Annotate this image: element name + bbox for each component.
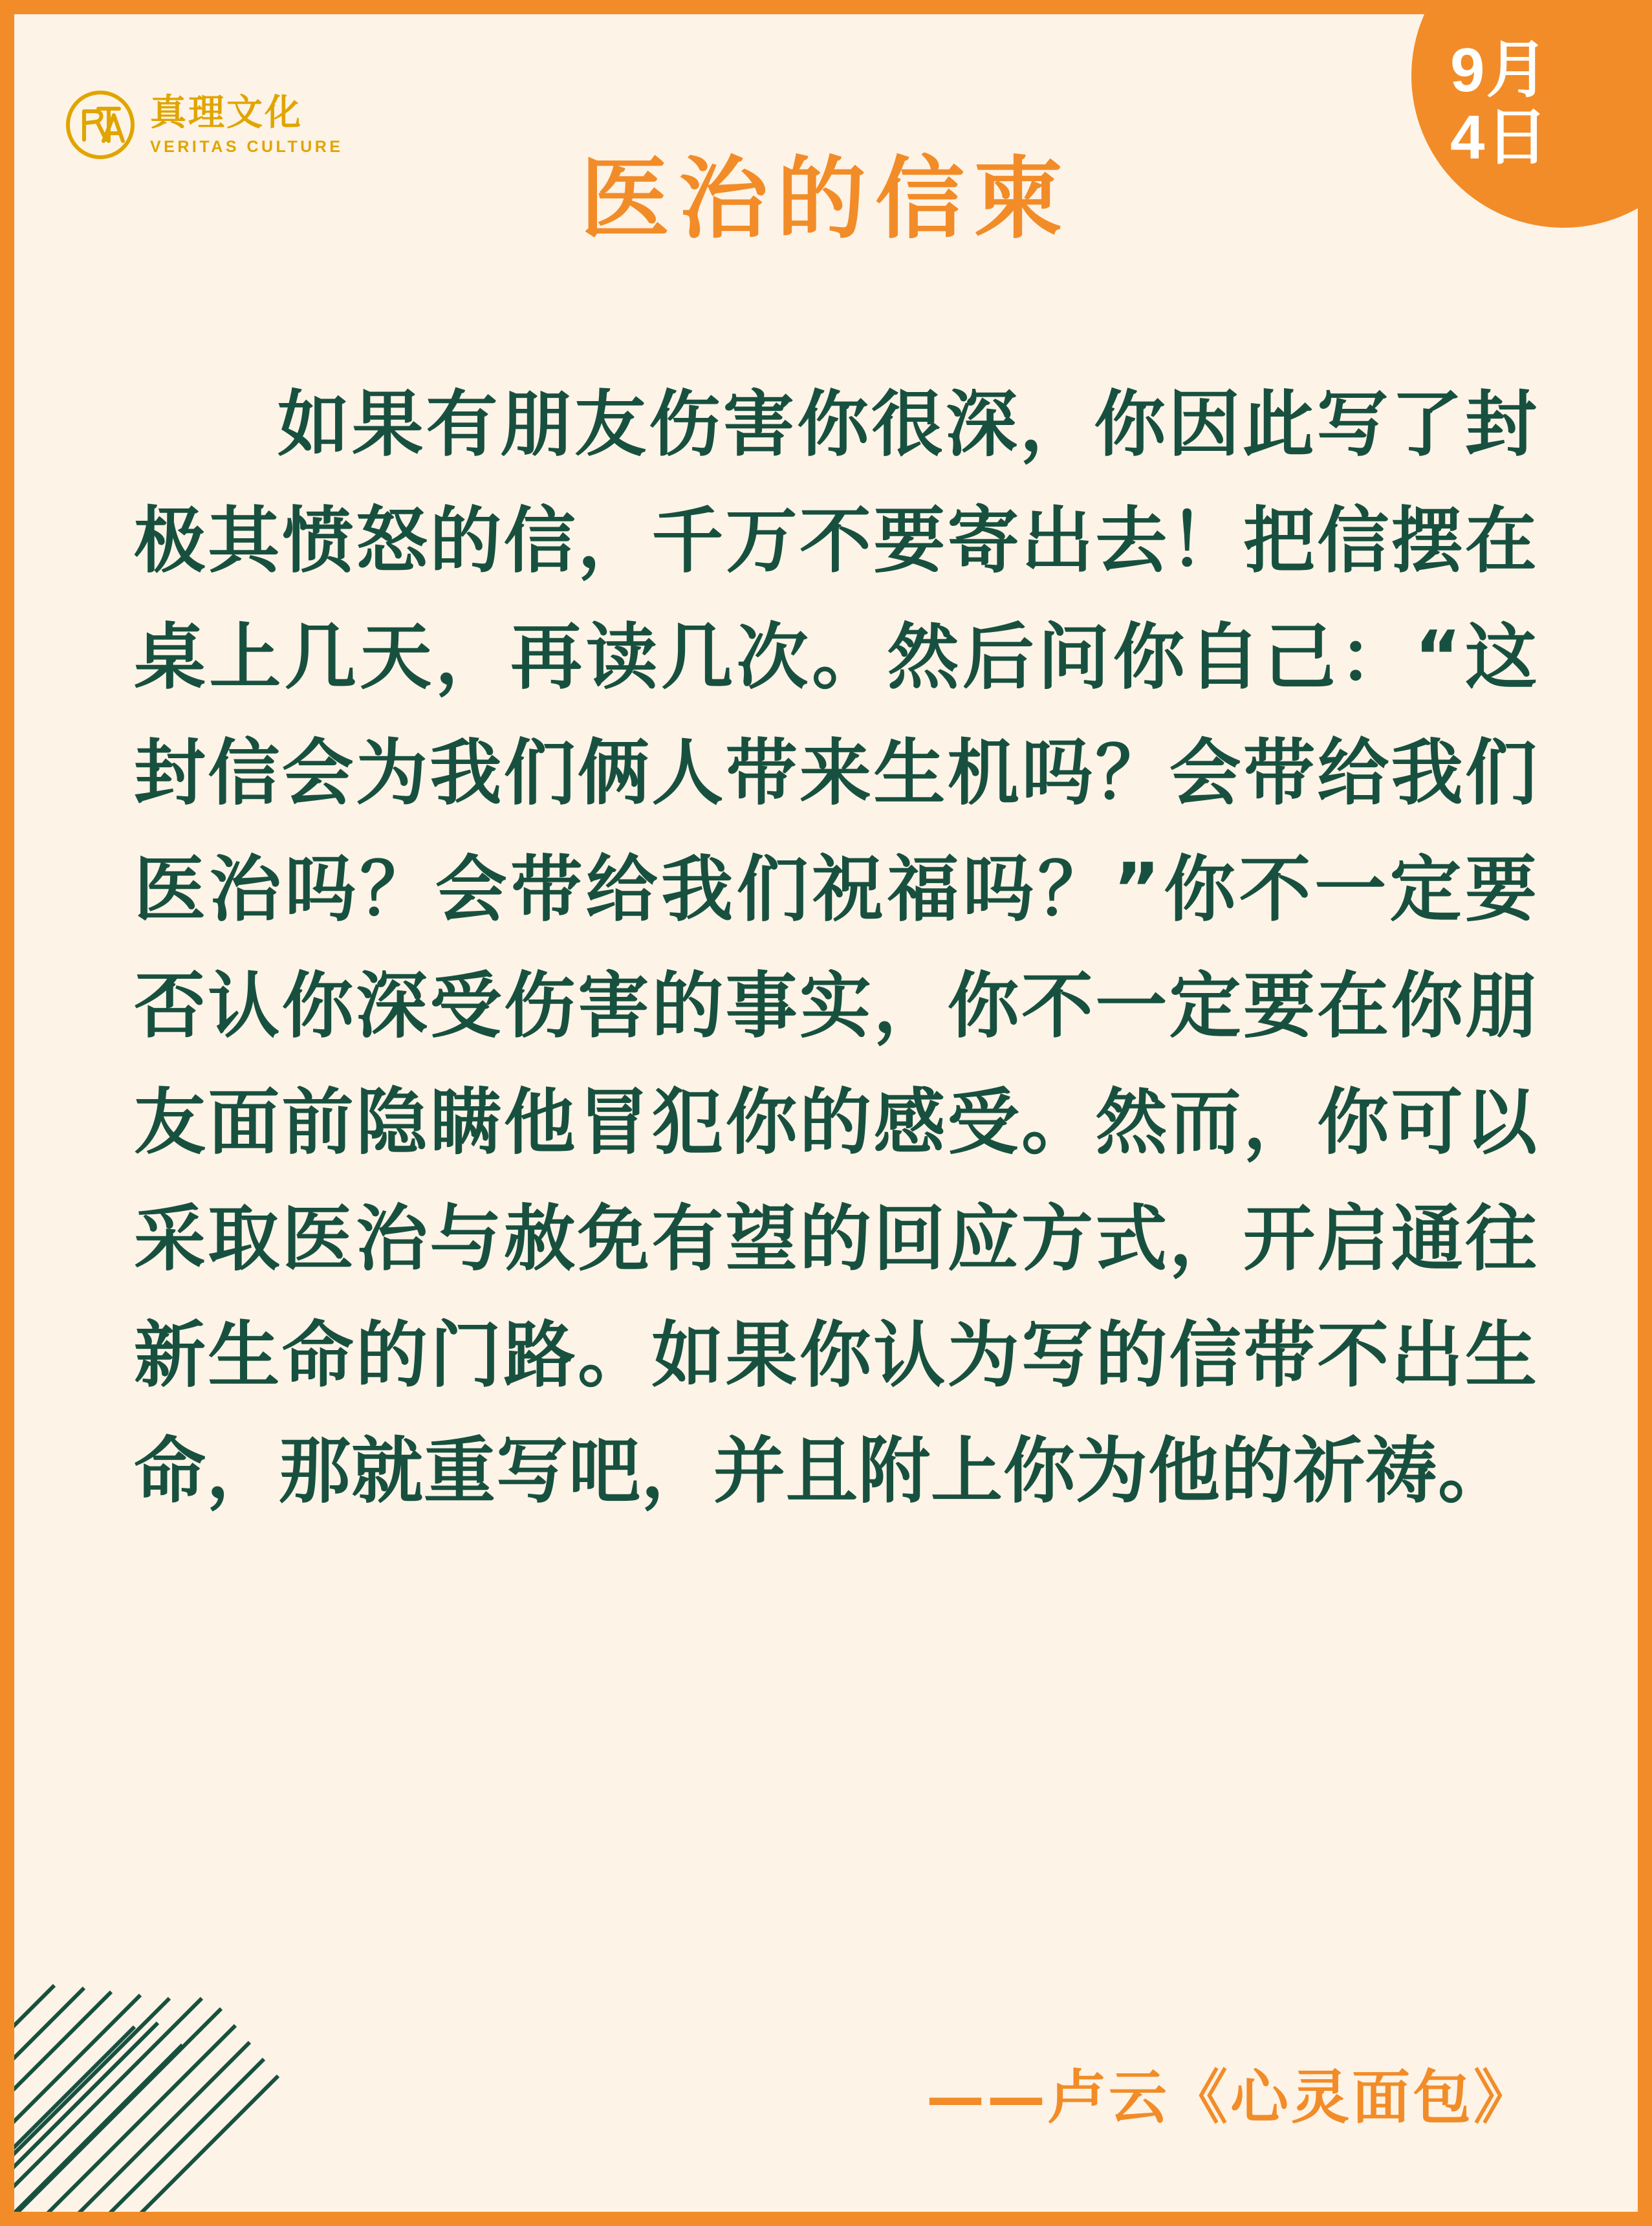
date-badge-text [1450, 37, 1618, 171]
page-title: 医治的信柬 [580, 147, 1072, 251]
brand-text [150, 91, 343, 156]
poster-canvas [14, 14, 1638, 2212]
diagonal-lines-decoration [14, 1940, 279, 2212]
brand-name-cn: 真理文化 [150, 91, 303, 134]
source-attribution: ——卢云《心灵面包》 [926, 2064, 1534, 2132]
body-paragraph: 如果有朋友伤害你很深，你因此写了封极其愤怒的信，千万不要寄出去！把信摆在桌上几天，再读几次。然后问你自己：“这封信会为我们俩人带来生机吗？会带给我们医治吗？会带给我们祝福吗？”你不一定要否认你深受伤害的事实，你不一定要在你朋友面前隐瞒他冒犯你的感受。然而，你可以采取医治与赦免有望的回应方式，开启通往新生命的门路。如果你认为写的信带不出生命，那就重写吧，并且附上你为他的祈祷。 [134, 383, 1538, 1514]
date-month: 9月 [1450, 36, 1550, 105]
date-day: 4日 [1450, 102, 1550, 172]
brand-name-en: VERITAS CULTURE [150, 137, 343, 156]
brand-logo [65, 89, 343, 160]
rta-monogram-icon [65, 89, 136, 160]
